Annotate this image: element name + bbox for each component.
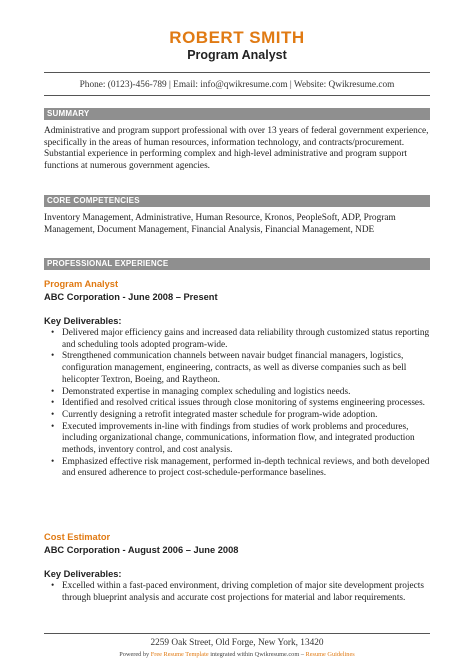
footer-credit xyxy=(0,651,474,658)
key-deliverables-label: Key Deliverables: xyxy=(44,569,122,579)
list-item: • Executed improvements in-line with findings from studies of work problems and procedures, including organizational change, communications, information flow, and integrated production methods, inventory control, and cost analysis. xyxy=(44,422,430,457)
footer-address: 2259 Oak Street, Old Forge, New York, 13420 xyxy=(150,638,324,648)
contact-line: Phone: (0123)-456-789 | Email: info@qwikresume.com | Website: Qwikresume.com xyxy=(79,80,395,90)
deliverables-list xyxy=(44,328,430,480)
credit-lead: Powered by xyxy=(119,651,150,658)
list-item: • Delivered major efficiency gains and increased data reliability through customized status reporting and scheduling tools adopted program-wide. xyxy=(44,328,430,351)
header-divider-bottom xyxy=(44,95,430,96)
job-title: Program Analyst xyxy=(44,279,119,289)
list-item: • Strengthened communication channels between navair budget financial managers, logistics, configuration management, engineering, contracts, as well as diverse companies such as bell helicopter Textron, Boeing, and Raytheon. xyxy=(44,351,430,386)
footer-divider xyxy=(44,633,430,634)
list-item: • Identified and resolved critical issues through close monitoring of systems engineering processes. xyxy=(44,398,430,410)
resume-guidelines-link[interactable]: Resume Guidelines xyxy=(305,651,355,658)
key-deliverables-label: Key Deliverables: xyxy=(44,316,122,326)
credit-mid: integrated within xyxy=(210,651,254,658)
section-heading-experience: PROFESSIONAL EXPERIENCE xyxy=(44,258,430,270)
summary-text: Administrative and program support professional with over 13 years of federal government experience, specifically in the areas of human resources, information technology, and contracts/procurement. Substantial experience in performing complex and high-level administrative and program support functions at numerous government agencies. xyxy=(44,126,429,172)
job-company-dates: ABC Corporation - August 2006 – June 2008 xyxy=(44,545,239,555)
job-company-dates: ABC Corporation - June 2008 – Present xyxy=(44,292,218,302)
candidate-title: Program Analyst xyxy=(187,48,287,62)
header-divider-top xyxy=(44,72,430,73)
list-item: • Demonstrated expertise in managing complex scheduling and logistics needs. xyxy=(44,387,430,399)
deliverables-list xyxy=(44,581,430,604)
candidate-name: ROBERT SMITH xyxy=(169,28,305,47)
credit-site: Qwikresume.com xyxy=(254,651,300,658)
section-heading-summary: SUMMARY xyxy=(44,108,430,120)
list-item: • Excelled within a fast-paced environment, driving completion of major site development projects through blueprint analysis and accurate cost projections for material and labor requirements. xyxy=(44,581,430,604)
competencies-text: Inventory Management, Administrative, Human Resource, Kronos, PeopleSoft, ADP, Program Management, Document Management, Financial Analysis, Financial Management, NDE xyxy=(44,213,396,235)
job-title: Cost Estimator xyxy=(44,532,111,542)
free-template-link[interactable]: Free Resume Template xyxy=(150,651,209,658)
list-item: • Emphasized effective risk management, performed in-depth technical reviews, and both developed and ensured adherence to project cost-schedule-performance baselines. xyxy=(44,457,430,480)
section-heading-competencies: CORE COMPETENCIES xyxy=(44,195,430,207)
credit-separator: – xyxy=(300,651,304,658)
list-item: • Currently designing a retrofit integrated master schedule for program-wide adoption. xyxy=(44,410,430,422)
